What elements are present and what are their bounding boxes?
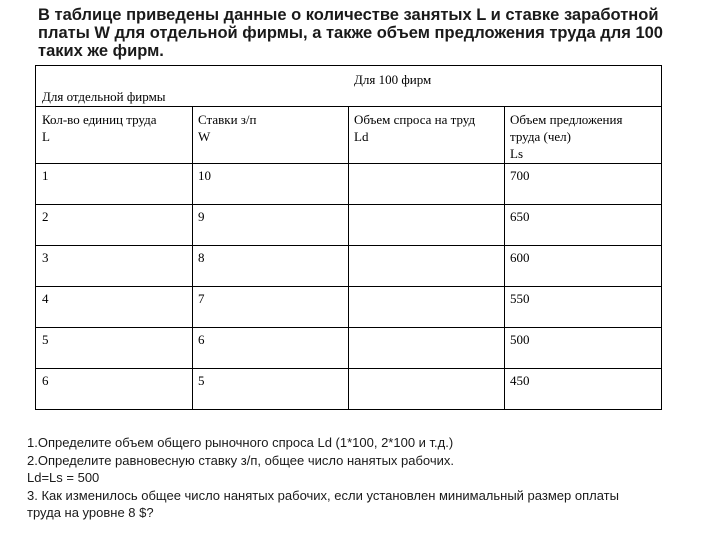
caption-single-firm: Для отдельной фирмы <box>42 89 166 104</box>
table-row <box>36 246 661 287</box>
cell-supply: 600 <box>510 250 530 265</box>
cell-labor: 1 <box>42 168 49 183</box>
header-wage-rate <box>198 111 256 145</box>
intro-line: платы W для отдельной фирмы, а также объем предложения труда для 100 <box>38 24 663 42</box>
cell-supply: 650 <box>510 209 530 224</box>
header-text: Объем предложения <box>510 112 623 127</box>
header-labor-demand <box>354 111 475 145</box>
cell-labor: 6 <box>42 373 49 388</box>
cell-labor: 5 <box>42 332 49 347</box>
table-row <box>36 287 661 328</box>
cell-wage: 10 <box>198 168 211 183</box>
table-row <box>36 164 661 205</box>
table-row <box>36 328 661 369</box>
intro-line: В таблице приведены данные о количестве занятых L и ставке заработной <box>38 6 659 24</box>
header-text: Ставки з/п <box>198 112 257 127</box>
cell-wage: 6 <box>198 332 205 347</box>
question-line: Ld=Ls = 500 <box>27 470 100 485</box>
header-labor-supply <box>510 111 622 162</box>
cell-supply: 500 <box>510 332 530 347</box>
cell-wage: 5 <box>198 373 205 388</box>
intro-line: таких же фирм. <box>38 42 164 60</box>
caption-100-firms: Для 100 фирм <box>354 72 432 87</box>
header-text: W <box>198 129 211 144</box>
intro-text <box>38 6 678 60</box>
cell-supply: 700 <box>510 168 530 183</box>
cell-supply: 450 <box>510 373 530 388</box>
table-row <box>36 205 661 246</box>
cell-wage: 8 <box>198 250 205 265</box>
header-text: Объем спроса на труд <box>354 112 476 127</box>
header-text: Ld <box>354 129 369 144</box>
question-line: 2.Определите равновесную ставку з/п, общее число нанятых рабочих. <box>27 452 455 468</box>
cell-labor: 2 <box>42 209 49 224</box>
header-labor-units <box>42 111 157 145</box>
question-line: 3. Как изменилось общее число нанятых рабочих, если установлен минимальный размер оплаты <box>27 487 619 503</box>
cell-wage: 7 <box>198 291 205 306</box>
header-text: L <box>42 129 50 144</box>
question-line: труда на уровне 8 $? <box>27 505 154 520</box>
header-text: Ls <box>510 146 523 161</box>
header-text: Кол-во единиц труда <box>42 112 157 127</box>
table-row <box>36 369 661 410</box>
data-table <box>35 65 662 410</box>
header-text: труда (чел) <box>510 129 571 144</box>
cell-supply: 550 <box>510 291 530 306</box>
question-line: 1.Определите объем общего рыночного спроса Ld (1*100, 2*100 и т.д.) <box>27 435 454 450</box>
cell-labor: 4 <box>42 291 49 306</box>
cell-labor: 3 <box>42 250 49 265</box>
cell-wage: 9 <box>198 209 205 224</box>
questions-list <box>27 434 707 522</box>
